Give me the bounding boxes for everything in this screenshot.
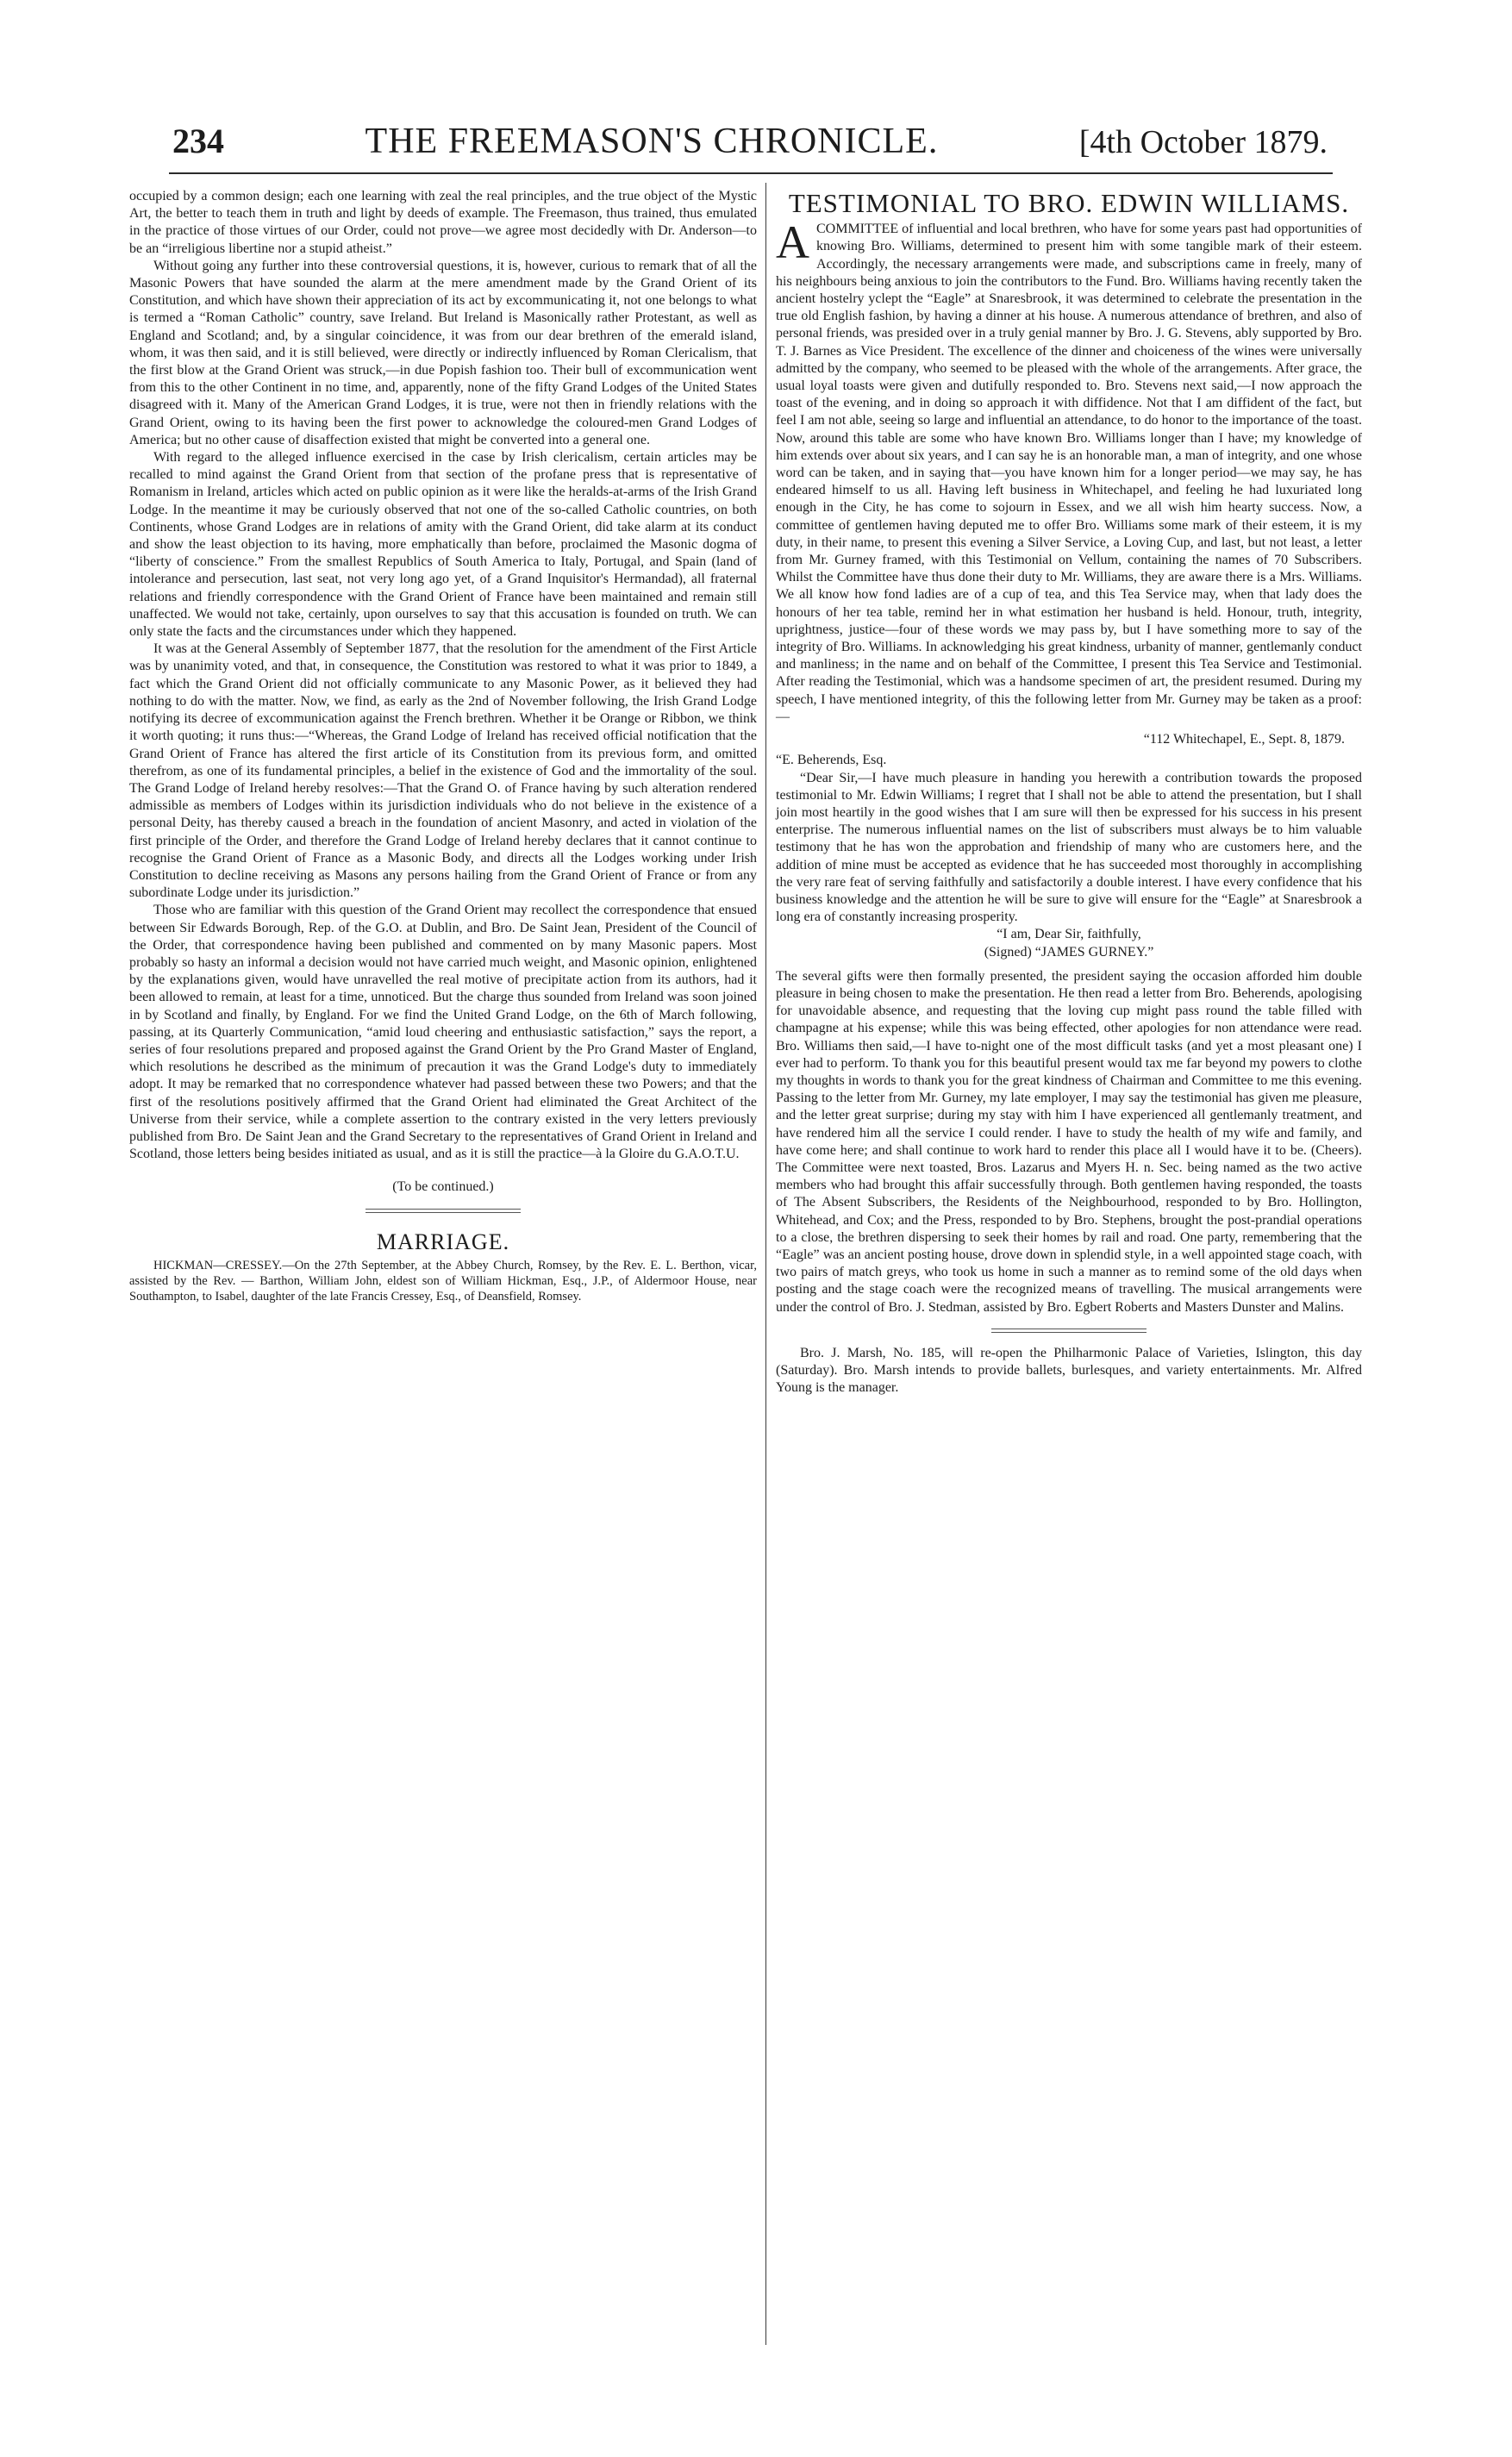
- header-rule: [169, 172, 1333, 174]
- column-divider: [765, 183, 766, 2345]
- article-paragraph: Those who are familiar with this question of the Grand Orient may recollect the correspondence that ensued between Sir Edwards Borough, Rep. of the G.O. at Dublin, and Bro. De Saint Jean, President of the Council of the Order, that correspondence having been published and commented on by many Masonic papers. Most probably so hasty an informal a decision would not have carried much weight, and Masonic opinion, enlightened by the explanations given, would have unravelled the real motive of precipitate action from its authors, had it been allowed to remain, at least for a time, unnoticed. But the charge thus sounded from Ireland was soon joined in by Scotland and finally, by England. For we find the United Grand Lodge, on the 6th of March following, passing, at its Quarterly Communication, “amid loud cheering and enthusiastic satisfaction,” says the report, a series of four resolutions prepared and proposed against the Grand Orient by the Pro Grand Master of England, which resolutions he described as the minimum of precaution it was the Grand Lodge's duty to immediately adopt. It may be remarked that no correspondence whatever had passed between these two Powers; and that the first of the resolutions positively affirmed that the Grand Orient had eliminated the Great Architect of the Universe from their service, while a complete assertion to the contrary existed in the very letters previously published from Bro. De Saint Jean and the Grand Secretary to the representatives of Grand Orient in Ireland and Scotland, those letters being besides initiated as usual, and as it is still the practice—à la Gloire du G.A.O.T.U.: [129, 903, 757, 1162]
- letter-dateline: “112 Whitechapel, E., Sept. 8, 1879.: [1143, 732, 1345, 747]
- section-divider: [991, 1329, 1146, 1333]
- letter-signature: (Signed) “JAMES GURNEY.”: [984, 944, 1154, 960]
- letter-body: “Dear Sir,—I have much pleasure in handing you herewith a contribution towards the proposed testimonial to Mr. Edwin Williams; I regret that I shall not be able to attend the presentation, but I shall join most heartily in the good wishes that I am sure will then be expressed for his success in his present enterprise. The numerous influential names on the list of subscribers must always be to him valuable testimony that he has won the approbation and friendship of many who are customers here, and the addition of mine must be accepted as evidence that he has succeeded most thoroughly in accomplishing the very rare feat of serving faithfully and satisfactorily a double interest. I have every confidence that his business knowledge and the attention he will be sure to give will ensure for the “Eagle” at Snaresbrook a long era of constantly increasing prosperity.: [776, 770, 1362, 925]
- notice-paragraph: Bro. J. Marsh, No. 185, will re-open the Philharmonic Palace of Varieties, Islington, this day (Saturday). Bro. Marsh intends to provide ballets, burlesques, and variety entertainments. Mr. Alfred Young is the manager.: [776, 1345, 1362, 1396]
- article-paragraph: The several gifts were then formally presented, the president saying the occasion afforded him double pleasure in being chosen to make the presentation. He then read a letter from Bro. Beherends, apologising for unavoidable absence, and requesting that the loving cup might pass round the table filled with champagne at his expense; while this was being effected, other apologies for non attendance were read. Bro. Williams then said,—I have to-night one of the most difficult tasks (and yet a most pleasant one) I ever had to perform. To thank you for this beautiful present would tax me far beyond my powers to clothe my thoughts in words to thank you for the great kindness of Chairman and Committee to me this evening. Passing to the letter from Mr. Gurney, my late employer, I may say the testimonial has given me pleasure, and the letter great surprise; during my stay with him I have experienced all gentlemanly treatment, and have rendered him all the service I could render. I have to study the health of my wife and family, and have come here; and shall continue to work hard to render this place all I would have it to be. (Cheers). The Committee were next toasted, Bros. Lazarus and Myers H. n. Sec. being named as the two active members who had brought this affair successfully through. Both gentlemen having responded, the toasts of The Absent Subscribers, the Residents of the Neighbourhood, responded to by Bro. Hollington, Whitehead, and Cox; and the Press, responded to by Bro. Stephens, brought the post-prandial operations to a close, the brethren dispersing to seek their homes by rail and road. One party, remembering that the “Eagle” was an ancient posting house, drove down in splendid style, in a well appointed stage coach, with two pairs of match greys, who took us home in such a manner as to remind some of the old days when posting and the stage coach were the recognized means of travelling. The musical arrangements were under the control of Bro. J. Stedman, assisted by Bro. Egbert Roberts and Masters Dunster and Malins.: [776, 968, 1362, 1315]
- masthead-title: THE FREEMASON'S CHRONICLE.: [365, 122, 939, 161]
- article-paragraph: [776, 216, 1362, 726]
- drop-cap: A: [776, 216, 809, 269]
- marriage-notice: HICKMAN—CRESSEY.—On the 27th September, at the Abbey Church, Romsey, by the Rev. E. L. Berthon, vicar, assisted by the Rev. — Barthon, William John, eldest son of William Hickman, Esq., J.P., of Aldermoor House, near Southampton, to Isabel, daughter of the late Francis Cressey, Esq., of Deansfield, Romsey.: [129, 1258, 757, 1304]
- article-paragraph: It was at the General Assembly of September 1877, that the resolution for the amendment of the First Article was by unanimity voted, and that, in consequence, the Constitution was restored to what it was prior to 1849, a fact which the Grand Orient did not officially communicate to any Masonic Power, as it believed they had nothing to do with the matter. Now, we find, as early as the 2nd of November following, the Irish Grand Lodge notifying its decree of excommunication against the French brethren. Whether it be Orange or Ribbon, we think it worth quoting; it runs thus:—“Whereas, the Grand Lodge of Ireland has received official notification that the Grand Orient of France has altered the first article of its Constitution from its previous form, and omitted therefrom, as one of its fundamental principles, a belief in the existence of God and the immortality of the soul. The Grand Lodge of Ireland hereby resolves:—That the Grand O. of France having by such alteration rendered admissible as members of Lodges within its jurisdiction individuals who do not believe in the existence of a personal Deity, has thereby caused a breach in the foundation of ancient Masonry, and acted in violation of the first principle of the Order, and therefore the Grand Lodge of Ireland hereby declares that it cannot continue to recognise the Grand Orient of France as a Masonic Body, and directs all the Lodges working under Irish Constitution to decline receiving as Masons any persons hailing from the Grand Orient of France or from any subordinate Lodge under its jurisdiction.”: [129, 641, 757, 901]
- left-column: [129, 188, 757, 1304]
- to-be-continued: (To be continued.): [392, 1179, 494, 1195]
- page-header: [172, 121, 1328, 172]
- article-paragraph: Without going any further into these controversial questions, it is, however, curious to remark that of all the Masonic Powers that have sounded the alarm at the mere amendment made by the Grand Orient of its Constitution, and which have shown their appreciation of its act by excommunicating it, not one belongs to what is termed a “Roman Catholic” country, save Ireland. But Ireland is Masonically rather Protestant, as well as England and Scotland; and, by a singular coincidence, it was from our dear brethren of the emerald island, whom, it was then said, and it is still believed, were directly or indirectly influenced by Roman Clericalism, that the first blow at the Grand Orient was struck,—in due Popish fashion too. Their bull of excommunication went from this to the other Continent in no time, and, apparently, none of the fifty Grand Lodges of the United States disagreed with it. Many of the American Grand Lodges, it is true, were not then in friendly relations with the Grand Orient, owing to its having been the first power to acknowledge the coloured-men Grand Lodges of America; but no other cause of disaffection existed that might be converted into a general one.: [129, 258, 757, 447]
- article-text: COMMITTEE of influential and local brethren, who have for some years past had opportunities of knowing Bro. Williams, determined to present him with some tangible mark of their esteem. Accordingly, the necessary arrangements were made, and subscriptions came in freely, many of his neighbours being anxious to join the contributors to the Fund. Bro. Williams having recently taken the ancient hostelry yclept the “Eagle” at Snaresbrook, it was determined to celebrate the presentation in the true old English fashion, by having a dinner at his house. A numerous attendance of brethren, and also of personal friends, was presided over in a truly genial manner by Bro. J. G. Stevens, ably supported by Bro. T. J. Barnes as Vice President. The excellence of the dinner and choiceness of the wines were universally admitted by the company, who seemed to be pleased with the whole of the arrangements. After grace, the usual loyal toasts were given and dutifully responded to. Bro. Stevens next said,—I now approach the toast of the evening, and in doing so approach it with diffidence. Not that I am diffident of the fact, but feel I am not able, seeing so large and influential an attendance, to do honor to the importance of the toast. Now, around this table are some who have known Bro. Williams longer than I have; my knowledge of him extends over about six years, and I can say he is an honorable man, a man of integrity, and one whose word can be taken, and in saying that—you have known him for a longer period—we may say, he has endeared himself to us all. Having left business in Whitechapel, and feeling he had luxuriated long enough in the City, he has come to sojourn in Essex, and we all wish him hearty success. Now, a committee of gentlemen having deputed me to offer Bro. Williams some mark of their esteem, it is my duty, in their name, to present this evening a Silver Service, a Loving Cup, and last, but not least, a letter from Mr. Gurney framed, with this Testimonial on Vellum, containing the names of 70 Subscribers. Whilst the Committee have thus done their duty to Mr. Williams, they are aware there is a Mrs. Williams. We all know how fond ladies are of a cup of tea, and this Tea Service may, when that lady does the honours of her tea table, remind her in what estimation her husband is held. Honour, truth, integrity, uprightness, justice—four of these words we may pass by, but I have something more to say of the integrity of Bro. Williams. In acknowledging his great kindness, urbanity of manner, gentlemanly conduct and manliness; in the name and on behalf of the Committee, I present this Tea Service and Testimonial. After reading the Testimonial, which was a handsome specimen of art, the president resumed. During my speech, I have mentioned integrity, of this the following letter from Mr. Gurney may be taken as a proof:—: [776, 222, 1362, 724]
- page-number: 234: [172, 122, 224, 160]
- marriage-heading: MARRIAGE.: [376, 1228, 510, 1254]
- section-divider: [366, 1209, 521, 1213]
- issue-date: [4th October 1879.: [1078, 124, 1328, 160]
- testimonial-headline: TESTIMONIAL TO BRO. EDWIN WILLIAMS.: [788, 188, 1350, 218]
- article-paragraph: occupied by a common design; each one learning with zeal the real principles, and the true object of the Mystic Art, the better to teach them in truth and light by deeds of example. The Freemason, thus trained, thus emulated in the practice of those virtues of our Order, could not prove—we agree most decidedly with Dr. Anderson—to be an “irreligious libertine nor a stupid atheist.”: [129, 189, 757, 256]
- article-paragraph: With regard to the alleged influence exercised in the case by Irish clericalism, certain articles may be recalled to mind against the Grand Orient from that section of the profane press that is representative of Romanism in Ireland, articles which acted on public opinion as it were like the heralds-at-arms of the Irish Grand Lodge. In the meantime it may be curiously observed that not one of the so-called Catholic countries, on both Continents, whose Grand Lodges are in relations of amity with the Grand Orient, did take alarm at its conduct and show the least objection to its having, more emphatically than before, proclaimed the Masonic dogma of “liberty of conscience.” From the smallest Republics of South America to Italy, Portugal, and Spain (land of intolerance and persecution, last seat, not very long ago yet, of a Grand Inquisitor's Hermandad), all fraternal relations and friendly correspondence with the Grand Orient of France have been maintained and remain still unaffected. We would not take, certainly, upon ourselves to say that this accusation is founded on truth. We can only state the facts and the circumstances under which they happened.: [129, 450, 757, 640]
- right-column: [776, 188, 1362, 1397]
- letter-addressee: “E. Beherends, Esq.: [776, 753, 887, 768]
- letter-closing: “I am, Dear Sir, faithfully,: [997, 927, 1141, 942]
